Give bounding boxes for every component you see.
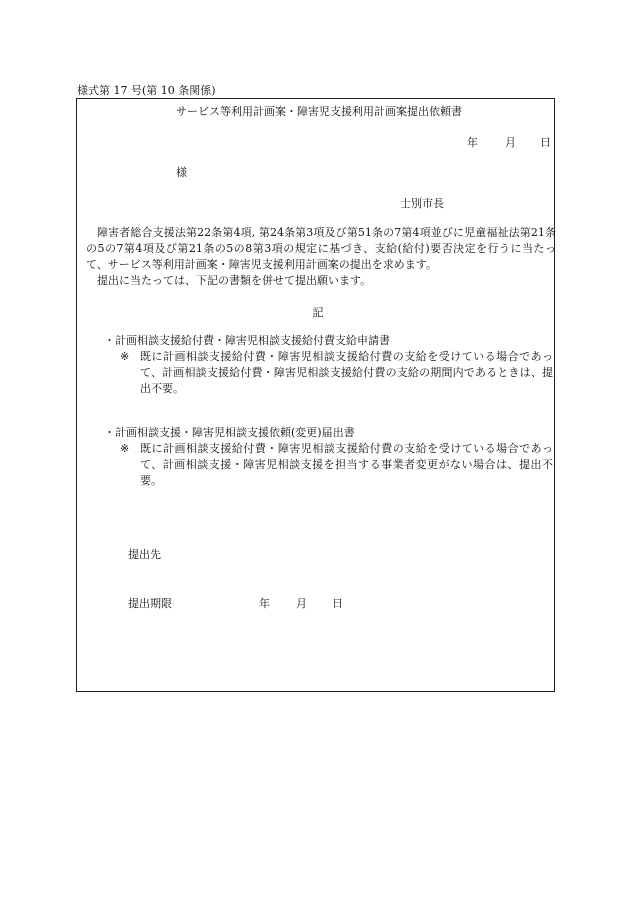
note-mark: ※	[120, 442, 130, 455]
required-document-title: ・計画相談支援給付費・障害児相談支援給付費支給申請書	[104, 334, 390, 347]
required-document-note: 既に計画相談支援給付費・障害児相談支援給付費の支給を受けている場合であって、計画相談支援・障害児相談支援を担当する事業者変更がない場合は、提出不要。	[140, 442, 553, 487]
required-document-note: 既に計画相談支援給付費・障害児相談支援給付費の支給を受けている場合であって、計画相談支援給付費・障害児相談支援給付費の支給の期間内であるときは、提出不要。	[140, 350, 553, 395]
deadline-year-label: 年	[259, 597, 270, 610]
deadline-label: 提出期限	[128, 597, 172, 610]
date-day-label: 日	[540, 136, 551, 149]
addressee-honorific: 様	[176, 166, 187, 179]
required-document-title: ・計画相談支援・障害児相談支援依頼(変更)届出書	[104, 426, 355, 439]
submit-to-label: 提出先	[128, 548, 161, 561]
document-title: サービス等利用計画案・障害児支援利用計画案提出依頼書	[176, 105, 462, 118]
body-paragraph: 障害者総合支援法第22条第4項, 第24条第3項及び第51条の7第4項並びに児童福祉法第21条の5の7第4項及び第21条の5の8第3項の規定に基づき、支給(給付)要否決定を行うに当たって、サービス等利用計画案・障害児支援利用計画案の提出を求めます。	[86, 226, 556, 271]
date-month-label: 月	[505, 136, 516, 149]
deadline-month-label: 月	[296, 597, 307, 610]
ki-heading: 記	[312, 306, 324, 319]
deadline-day-label: 日	[332, 597, 343, 610]
date-year-label: 年	[467, 136, 478, 149]
enclosure-note: 提出に当たっては、下記の書類を併せて提出願います。	[97, 274, 372, 287]
form-number-label: 様式第 17 号(第 10 条関係)	[77, 84, 216, 97]
issuer-name: 士別市長	[400, 197, 444, 210]
note-mark: ※	[120, 350, 130, 363]
